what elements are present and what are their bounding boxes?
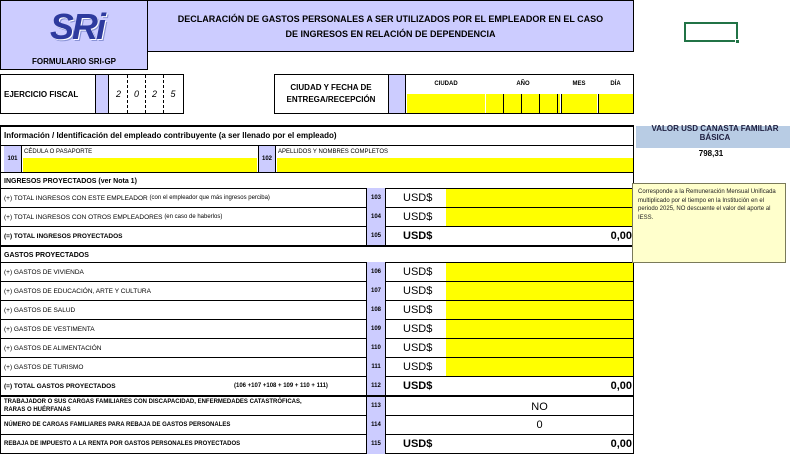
form-title-line2: DE INGRESOS EN RELACIÓN DE DEPENDENCIA (285, 28, 496, 39)
expense-row-110-label: (+) GASTOS DE ALIMENTACIÓN (4, 344, 102, 352)
fiscal-digit: 2 (146, 75, 164, 113)
income-other-input[interactable] (446, 208, 633, 226)
currency-108: USD$ (403, 304, 433, 316)
education-expense-input[interactable] (446, 282, 633, 300)
city-date-label (276, 82, 386, 106)
expense-row-109-label: (+) GASTOS DE VESTIMENTA (4, 325, 95, 333)
currency-106: USD$ (403, 266, 433, 278)
code-113: 113 (366, 397, 386, 415)
expenses-total-formula: (106 +107 +108 + 109 + 110 + 111) (234, 383, 328, 389)
code-108: 108 (366, 300, 386, 319)
fiscal-year-digits[interactable] (110, 75, 182, 113)
expense-row-111-label: (+) GASTOS DE TURISMO (4, 363, 84, 371)
title-cell (147, 0, 634, 52)
year-input[interactable] (486, 94, 560, 113)
rebate-value: 0,00 (610, 438, 632, 450)
code-107: 107 (366, 281, 386, 300)
currency-105: USD$ (403, 230, 433, 242)
form-title-line1: DECLARACIÓN DE GASTOS PERSONALES A SER UTILIZADOS POR EL EMPLEADOR EN EL CASO (177, 13, 604, 24)
fiscal-year-label: EJERCICIO FISCAL (4, 89, 79, 99)
currency-112: USD$ (403, 380, 433, 392)
currency-111: USD$ (403, 361, 433, 373)
comment-text: Corresponde a la Remuneración Mensual Unificada multiplicado por el tiempo en la Institución en el periodo 2025, NO descuente el valor del aporte al IESS. (638, 189, 776, 221)
code-102: 102 (258, 146, 276, 172)
income-row-104-label: (+) TOTAL INGRESOS CON OTROS EMPLEADORES (en caso de haberlos) (4, 213, 223, 221)
code-104: 104 (366, 207, 386, 226)
code-101: 101 (4, 146, 22, 172)
col-city: CIUDAD (434, 81, 458, 87)
disability-label-line1: TRABAJADOR O SUS CARGAS FAMILIARES CON DISCAPACIDAD, ENFERMEDADES CATASTRÓFICAS, (4, 399, 302, 405)
code-115: 115 (366, 434, 386, 454)
disability-label (4, 398, 302, 414)
basket-value-amount: 798,31 (698, 149, 724, 158)
code-110: 110 (366, 338, 386, 357)
code-109: 109 (366, 319, 386, 338)
id-input[interactable] (23, 158, 257, 172)
city-code-cell (388, 75, 406, 113)
basket-value-title: VALOR USD CANASTA FAMILIAR BÁSICA (651, 124, 779, 142)
fiscal-digit: 5 (170, 89, 176, 99)
logo-text: SRi (50, 6, 105, 47)
income-total-label: (=) TOTAL INGRESOS PROYECTADOS (4, 232, 123, 240)
tourism-expense-input[interactable] (446, 358, 633, 376)
dependents-input[interactable]: 0 (536, 418, 543, 431)
code-103: 103 (366, 188, 386, 207)
currency-110: USD$ (403, 342, 433, 354)
sri-logo (50, 6, 110, 50)
expense-row-107-label: (+) GASTOS DE EDUCACIÓN, ARTE Y CULTURA (4, 287, 151, 295)
disability-select[interactable]: NO (531, 400, 548, 413)
income-row-103-label: (+) TOTAL INGRESOS CON ESTE EMPLEADOR (con el empleador que más ingresos perciba) (4, 194, 270, 202)
expenses-total-value: 0,00 (610, 380, 632, 392)
col-day: DÍA (610, 81, 621, 87)
id-label: CÉDULA O PASAPORTE (24, 149, 93, 155)
fiscal-code-cell (95, 75, 109, 113)
day-input[interactable] (598, 94, 633, 113)
expenses-title: GASTOS PROYECTADOS (4, 251, 89, 259)
fiscal-digit: 0 (128, 75, 146, 113)
health-expense-input[interactable] (446, 301, 633, 319)
expense-row-108-label: (+) GASTOS DE SALUD (4, 306, 76, 314)
col-year: AÑO (516, 81, 530, 87)
income-employer-input[interactable] (446, 189, 633, 207)
expenses-total-label: (=) TOTAL GASTOS PROYECTADOS (4, 382, 116, 390)
currency-104: USD$ (403, 211, 433, 223)
city-date-label-line1: CIUDAD Y FECHA DE (290, 83, 372, 92)
col-month: MES (572, 81, 586, 87)
food-expense-input[interactable] (446, 339, 633, 357)
code-111: 111 (366, 357, 386, 376)
section-info-title: Información / Identificación del empleado contribuyente (a ser llenado por el empleado) (4, 130, 337, 140)
income-title: INGRESOS PROYECTADOS (ver Nota 1) (4, 177, 137, 185)
currency-109: USD$ (403, 323, 433, 335)
code-106: 106 (366, 262, 386, 281)
city-date-label-line2: ENTREGA/RECEPCIÓN (286, 95, 376, 104)
fiscal-digit: 2 (110, 75, 128, 113)
form-name: FORMULARIO SRI-GP (32, 56, 116, 66)
currency-107: USD$ (403, 285, 433, 297)
clothing-expense-input[interactable] (446, 320, 633, 338)
code-114: 114 (366, 415, 386, 434)
code-112: 112 (366, 376, 386, 395)
month-input[interactable] (561, 94, 597, 113)
currency-115: USD$ (403, 438, 433, 450)
name-label: APELLIDOS Y NOMBRES COMPLETOS (278, 149, 389, 155)
disability-label-line2: RARAS O HUÉRFANAS (4, 407, 71, 413)
city-input[interactable] (407, 94, 485, 113)
comment-tooltip (632, 183, 786, 263)
income-total-value: 0,00 (610, 230, 632, 242)
housing-expense-input[interactable] (446, 263, 633, 281)
dependents-label: NÚMERO DE CARGAS FAMILIARES PARA REBAJA DE GASTOS PERSONALES (4, 422, 231, 428)
currency-103: USD$ (403, 192, 433, 204)
selected-cell[interactable] (684, 22, 738, 42)
expense-row-106-label: (+) GASTOS DE VIVIENDA (4, 268, 84, 276)
rebate-label: REBAJA DE IMPUESTO A LA RENTA POR GASTOS PERSONALES PROYECTADOS (4, 441, 241, 447)
code-105: 105 (366, 226, 386, 245)
name-input[interactable] (277, 158, 633, 172)
